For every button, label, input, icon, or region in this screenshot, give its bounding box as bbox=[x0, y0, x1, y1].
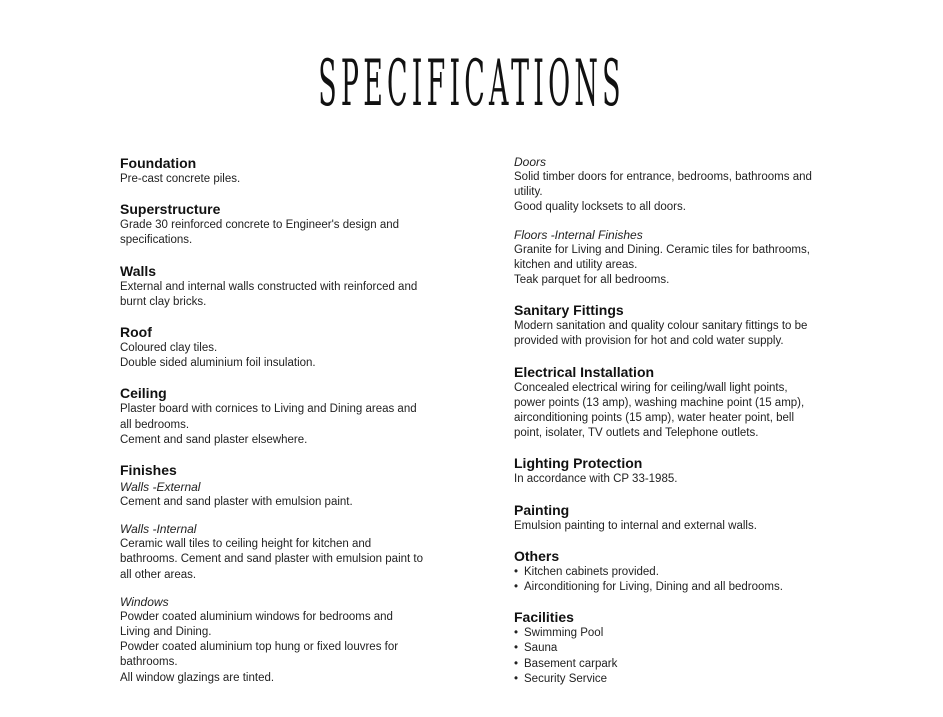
list-item: • Airconditioning for Living, Dining and all bedrooms. bbox=[514, 580, 834, 595]
section-text: burnt clay bricks. bbox=[120, 295, 207, 308]
section-heading: Roof bbox=[120, 324, 152, 341]
section-text: Double sided aluminium foil insulation. bbox=[120, 357, 316, 370]
bullet-icon: • bbox=[514, 642, 519, 655]
list-item: • Kitchen cabinets provided. bbox=[514, 565, 834, 580]
section-text: Pre-cast concrete piles. bbox=[120, 173, 241, 185]
section-text: Cement and sand plaster elsewhere. bbox=[120, 433, 308, 446]
subsection-heading: Doors bbox=[514, 155, 547, 169]
section-roof bbox=[120, 323, 450, 371]
subsection-floors bbox=[514, 227, 834, 289]
list-item: • Sauna bbox=[514, 641, 834, 656]
section-heading: Ceiling bbox=[120, 385, 167, 402]
section-text: Emulsion painting to internal and external walls. bbox=[514, 519, 757, 532]
section-heading: Sanitary Fittings bbox=[514, 302, 624, 319]
subsection-heading: Windows bbox=[120, 594, 169, 609]
section-text: Concealed electrical wiring for ceiling/wall light points, bbox=[514, 381, 788, 394]
section-sanitary-fittings bbox=[514, 301, 834, 349]
section-text: bathrooms. Cement and sand plaster with emulsion paint to bbox=[120, 553, 423, 566]
section-finishes bbox=[120, 461, 450, 686]
section-heading: Superstructure bbox=[120, 201, 221, 218]
section-text: Living and Dining. bbox=[120, 626, 212, 639]
section-text: External and internal walls constructed with reinforced and bbox=[120, 280, 418, 293]
section-text: Powder coated aluminium top hung or fixed louvres for bbox=[120, 641, 399, 654]
list-item: • Swimming Pool bbox=[514, 626, 834, 641]
section-heading: Walls bbox=[120, 262, 157, 279]
subsection-heading: Floors -Internal Finishes bbox=[514, 227, 643, 242]
section-text: point, isolater, TV outlets and Telephone outlets. bbox=[514, 427, 759, 440]
bullet-icon: • bbox=[514, 672, 519, 685]
section-foundation bbox=[120, 154, 450, 187]
section-text: Ceramic wall tiles to ceiling height for kitchen and bbox=[120, 538, 372, 551]
section-text: bathrooms. bbox=[120, 656, 178, 669]
right-column bbox=[514, 154, 834, 700]
section-text: Coloured clay tiles. bbox=[120, 342, 218, 355]
section-text: airconditioning points (15 amp), water heater point, bell bbox=[514, 412, 794, 425]
subsection-walls-internal bbox=[120, 521, 450, 583]
section-superstructure bbox=[120, 200, 450, 248]
section-text: Grade 30 reinforced concrete to Engineer's design and bbox=[120, 219, 400, 232]
section-text: specifications. bbox=[120, 234, 193, 247]
section-text: provided with provision for hot and cold water supply. bbox=[514, 335, 784, 348]
subsection-heading: Walls -External bbox=[120, 480, 201, 495]
bullet-icon: • bbox=[514, 565, 519, 578]
section-text: Teak parquet for all bedrooms. bbox=[514, 274, 670, 287]
section-electrical-installation bbox=[514, 363, 834, 442]
subsection-walls-external bbox=[120, 479, 450, 510]
subsection-doors bbox=[514, 154, 834, 216]
section-heading: Others bbox=[514, 547, 560, 564]
section-others bbox=[514, 547, 834, 595]
bullet-list bbox=[514, 565, 834, 595]
section-heading: Painting bbox=[514, 501, 570, 518]
section-walls bbox=[120, 262, 450, 310]
bullet-icon: • bbox=[514, 627, 519, 640]
subsection-windows bbox=[120, 594, 450, 686]
section-painting bbox=[514, 501, 834, 534]
section-heading: Facilities bbox=[514, 609, 574, 626]
section-text: All window glazings are tinted. bbox=[120, 671, 275, 684]
section-heading: Lighting Protection bbox=[514, 455, 643, 472]
list-item: • Basement carpark bbox=[514, 657, 834, 672]
section-text: In accordance with CP 33-1985. bbox=[514, 473, 678, 486]
list-item: • Security Service bbox=[514, 672, 834, 687]
section-heading: Finishes bbox=[120, 462, 177, 479]
section-heading: Foundation bbox=[120, 155, 197, 171]
section-text: all bedrooms. bbox=[120, 418, 190, 431]
section-lighting-protection bbox=[514, 454, 834, 487]
section-text: Cement and sand plaster with emulsion paint. bbox=[120, 496, 353, 509]
section-text: Plaster board with cornices to Living and Dining areas and bbox=[120, 403, 417, 416]
section-text: Solid timber doors for entrance, bedrooms, bathrooms and bbox=[514, 171, 812, 183]
section-ceiling bbox=[120, 384, 450, 448]
bullet-icon: • bbox=[514, 581, 519, 594]
section-heading: Electrical Installation bbox=[514, 363, 655, 380]
section-text: Good quality locksets to all doors. bbox=[514, 201, 686, 214]
left-column bbox=[120, 154, 450, 699]
page-title: SPECIFICATIONS bbox=[318, 47, 625, 121]
section-text: utility. bbox=[514, 186, 543, 199]
subsection-heading: Walls -Internal bbox=[120, 522, 197, 537]
section-text: Granite for Living and Dining. Ceramic tiles for bathrooms, bbox=[514, 243, 810, 256]
bullet-list bbox=[514, 626, 834, 687]
section-text: Modern sanitation and quality colour sanitary fittings to be bbox=[514, 320, 808, 333]
section-text: all other areas. bbox=[120, 568, 197, 581]
section-facilities bbox=[514, 608, 834, 687]
bullet-icon: • bbox=[514, 657, 519, 670]
section-text: Powder coated aluminium windows for bedrooms and bbox=[120, 610, 393, 623]
section-text: power points (13 amp), washing machine point (15 amp), bbox=[514, 396, 805, 409]
section-text: kitchen and utility areas. bbox=[514, 258, 638, 271]
